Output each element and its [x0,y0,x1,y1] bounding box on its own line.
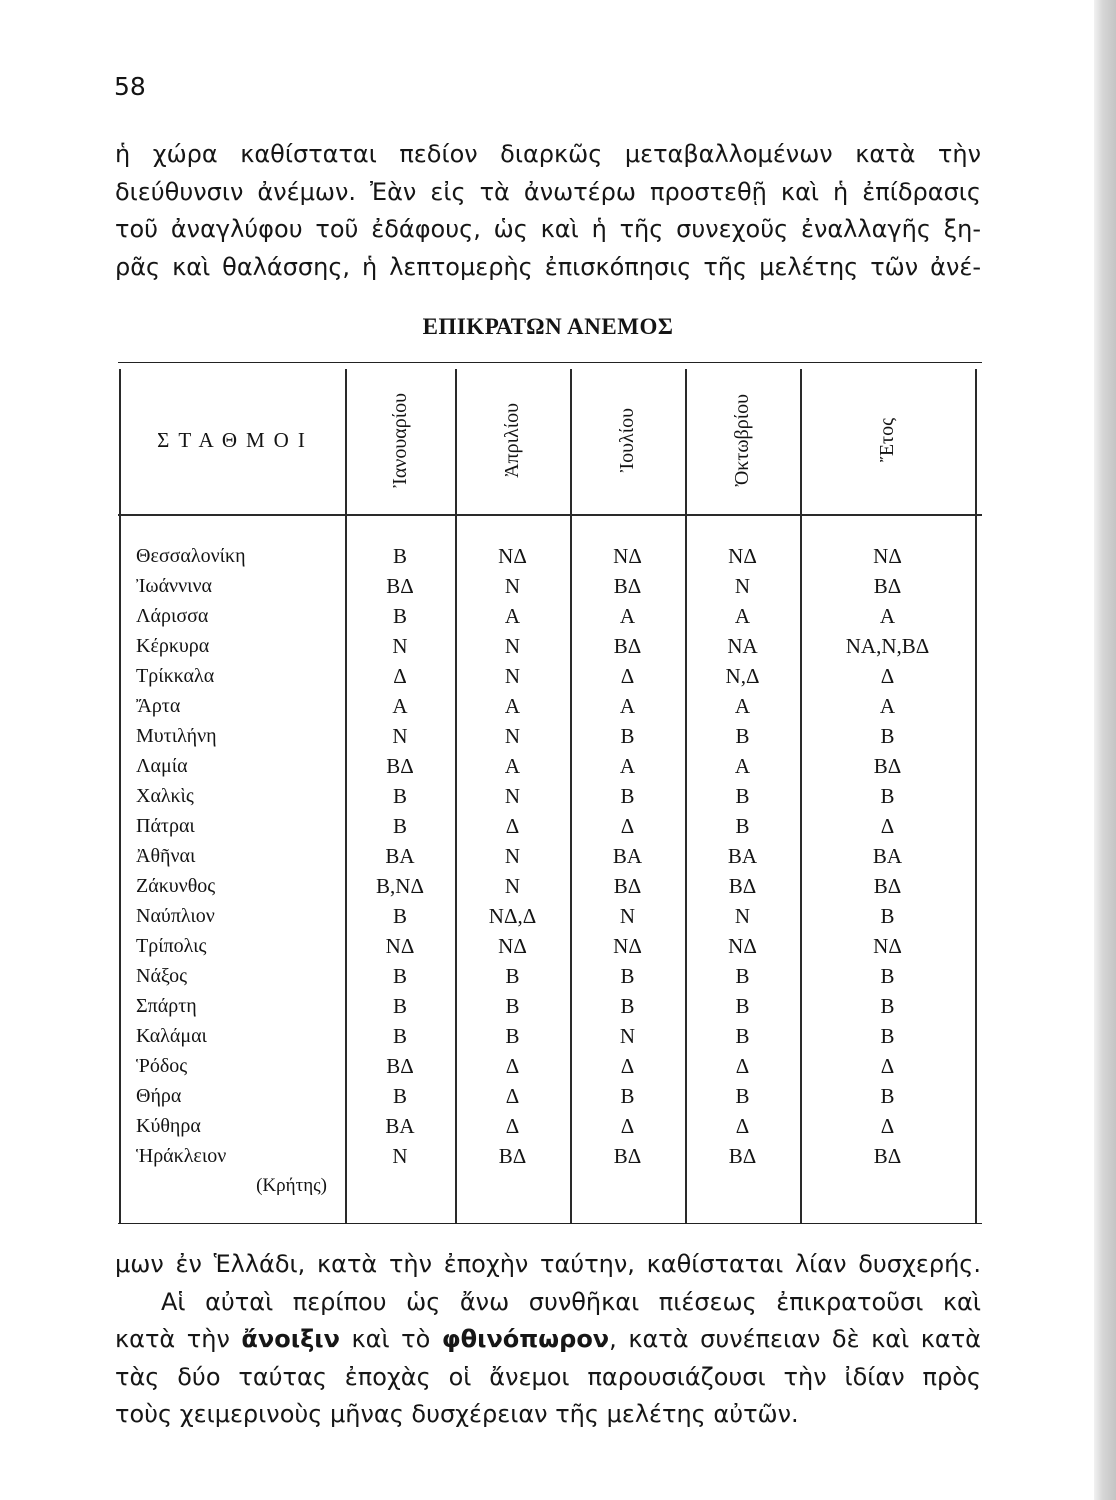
wind-april-value: Ν [504,664,521,688]
wind-january-value: Β [392,544,407,568]
wind-january-value: Β [392,904,407,928]
wind-october-value: ΝΔ [728,544,757,568]
text-line: μων ἐν Ἑλλάδι, κατὰ τὴν ἐποχὴν ταύτην, καθίσταται λίαν δυσχερής. [115,1250,981,1278]
text-line: ρᾶς καὶ θαλάσσης, ἡ λεπτομερὴς ἐπισκόπησις τῆς μελέτης τῶν ἀνέ- [115,252,981,281]
wind-year-value: Β [880,994,895,1018]
wind-july-value: Δ [620,1114,635,1138]
wind-year-value: Β [880,724,895,748]
wind-july-value: ΒΔ [613,574,642,598]
wind-january-value: ΒΔ [386,1054,414,1078]
table-rule [975,369,977,1223]
station-name: Τρίκκαλα [136,665,215,687]
header-separator [118,514,982,516]
wind-april-value: Α [504,754,521,778]
wind-october-value: ΒΔ [728,1144,757,1168]
station-name: Ἰωάννινα [136,575,213,597]
wind-october-value: Β [735,994,750,1018]
header-cell-october [685,367,800,513]
wind-july-value: Δ [620,814,635,838]
wind-october-value: ΒΑ [727,844,758,868]
wind-april-value: Δ [505,1114,520,1138]
wind-october-value: Β [735,1024,750,1048]
header-cell-stations [118,367,345,513]
wind-july-value: Α [619,604,636,628]
page-number: 58 [114,72,146,101]
text-line: τὰς δύο ταύτας ἐποχὰς οἱ ἄνεμοι παρουσιάζουσι τὴν ἰδίαν πρὸς [115,1362,981,1391]
station-name: Θεσσαλονίκη [136,545,246,567]
wind-year-value: Β [880,784,895,808]
paragraph-top [115,136,981,286]
station-name: Κύθηρα [136,1115,201,1137]
station-name: Θήρα [136,1085,182,1107]
wind-july-value: Β [620,724,635,748]
wind-year-value: Δ [880,664,895,688]
wind-april-value: Β [505,994,520,1018]
text-segment: καὶ τὸ [339,1325,442,1353]
wind-october-value: Β [735,814,750,838]
station-name: Πάτραι [136,815,195,837]
station-name: Χαλκὶς [136,785,194,807]
wind-table [118,362,982,1224]
wind-july-value: Β [620,1084,635,1108]
wind-april-value: Δ [505,1084,520,1108]
wind-january-value: Β [392,814,407,838]
wind-year-value: Δ [880,1054,895,1078]
wind-year-value: Β [880,1024,895,1048]
station-name: Κέρκυρα [136,635,210,657]
wind-july-value: ΒΔ [613,634,642,658]
wind-january-value: Ν [392,634,408,658]
wind-july-value: Ν [619,1024,636,1048]
table-header [118,367,975,513]
wind-year-value: Β [880,904,895,928]
wind-july-value: ΒΔ [613,874,642,898]
wind-april-value: Β [505,1024,520,1048]
table-title: ΕΠΙΚΡΑΤΩΝ ΑΝΕΜΟΣ [422,314,674,339]
wind-year-value: ΝΔ [873,544,902,568]
station-name: Ἡράκλειον [136,1145,227,1167]
text-segment: , κατὰ συνέπειαν δὲ καὶ κατὰ [609,1325,981,1353]
wind-year-value: Δ [880,814,895,838]
wind-january-value: Β [392,784,407,808]
wind-october-value: Α [734,754,751,778]
wind-october-value: ΒΔ [728,874,757,898]
wind-april-value: Β [505,964,520,988]
empty-cell [800,1171,975,1201]
empty-cell [570,1171,685,1201]
wind-april-value: ΝΔ [498,544,527,568]
wind-october-value: Β [735,724,750,748]
station-name: Ῥόδος [136,1055,188,1077]
wind-october-value: Ν [734,574,751,598]
wind-april-value: Ν [504,844,521,868]
wind-april-value: ΝΔ,Δ [488,904,537,928]
text-line: διεύθυνσιν ἀνέμων. Ἐὰν εἰς τὰ ἀνωτέρω προστεθῇ καὶ ἡ ἐπίδρασις [115,177,981,206]
october-header: Ὀκτωβρίου [731,393,753,487]
wind-april-value: Α [504,694,521,718]
wind-april-value: Δ [505,1054,520,1078]
station-note: (Κρήτης) [256,1175,327,1196]
wind-july-value: Δ [620,664,635,688]
wind-january-value: ΒΔ [386,754,414,778]
header-cell-july [570,367,685,513]
wind-year-value: ΝΔ [873,934,902,958]
wind-july-value: Α [619,754,636,778]
table-body [118,541,975,1201]
text-line: Αἱ αὐταὶ περίπου ὡς ἄνω συνθῆκαι πιέσεως ἐπικρατοῦσι καὶ [161,1287,981,1316]
wind-april-value: ΝΔ [498,934,527,958]
station-name: Ἄρτα [136,695,181,717]
wind-january-value: ΒΑ [385,844,415,868]
wind-january-value: ΒΔ [386,574,414,598]
header-cell-year [800,367,975,513]
bold-term-spring: ἄνοιξιν [241,1325,340,1353]
text-line: τοὺς χειμερινοὺς μῆνας δυσχέρειαν τῆς μελέτης αὐτῶν. [115,1400,799,1428]
wind-year-value: ΒΑ [872,844,903,868]
header-cell-january [345,367,455,513]
wind-year-value: ΒΔ [873,754,902,778]
wind-july-value: Β [620,994,635,1018]
wind-year-value: ΒΔ [873,1144,902,1168]
wind-year-value: Α [879,694,896,718]
wind-january-value: Β,ΝΔ [376,874,424,898]
bold-term-autumn: φθινόπωρον [441,1325,610,1353]
text-line: τοῦ ἀναγλύφου τοῦ ἐδάφους, ὡς καὶ ἡ τῆς συνεχοῦς ἐναλλαγῆς ξη- [115,215,981,243]
wind-january-value: Β [392,964,407,988]
wind-april-value: Δ [505,814,520,838]
wind-october-value: Α [734,694,751,718]
year-header: Ἔτος [876,417,898,463]
empty-cell [455,1171,570,1201]
empty-cell [345,1171,455,1201]
station-name: Καλάμαι [136,1025,207,1047]
wind-october-value: ΝΑ [727,634,758,658]
wind-april-value: Ν [504,724,521,748]
station-name: Λαμία [136,755,188,777]
wind-january-value: ΒΑ [385,1114,415,1138]
wind-january-value: Β [392,1024,407,1048]
wind-july-value: ΝΔ [613,934,642,958]
wind-year-value: ΒΔ [873,574,902,598]
wind-january-value: Β [392,994,407,1018]
wind-january-value: Ν [392,1144,408,1168]
wind-october-value: Β [735,1084,750,1108]
text-line [115,1321,981,1359]
wind-october-value: Δ [735,1114,750,1138]
station-name: Ἀθῆναι [136,845,196,867]
wind-october-value: Ν [734,904,751,928]
wind-january-value: Β [392,1084,407,1108]
scan-page-edge [1094,0,1116,1500]
april-header: Ἀπριλίου [501,402,523,478]
wind-april-value: Ν [504,634,521,658]
wind-year-value: Α [879,604,896,628]
wind-april-value: Α [504,604,521,628]
wind-july-value: Ν [619,904,636,928]
wind-october-value: Δ [735,1054,750,1078]
january-header: Ἰανουαρίου [388,392,411,488]
wind-year-value: Β [880,1084,895,1108]
wind-april-value: Ν [504,574,521,598]
wind-october-value: Α [734,604,751,628]
wind-april-value: Ν [504,874,521,898]
paragraph-bottom [115,1246,981,1434]
wind-october-value: Β [735,784,750,808]
wind-year-value: Β [880,964,895,988]
wind-july-value: Β [620,964,635,988]
text-line: ἡ χώρα καθίσταται πεδίον διαρκῶς μεταβαλλομένων κατὰ τὴν [115,140,981,168]
wind-january-value: Α [392,694,408,718]
wind-july-value: ΝΔ [613,544,642,568]
station-name: Ζάκυνθος [136,875,216,897]
stations-header: ΣΤΑΘΜΟΙ [157,427,314,452]
wind-year-value: ΝΑ,Ν,ΒΔ [845,634,930,658]
station-name: Σπάρτη [136,995,197,1017]
july-header: Ἰουλίου [616,407,638,473]
station-name: Λάρισσα [136,605,209,627]
wind-year-value: ΒΔ [873,874,902,898]
wind-july-value: Α [619,694,636,718]
wind-april-value: ΒΔ [498,1144,527,1168]
wind-october-value: ΝΔ [728,934,757,958]
wind-july-value: ΒΔ [613,1144,642,1168]
wind-april-value: Ν [504,784,521,808]
wind-july-value: Δ [620,1054,635,1078]
wind-january-value: Δ [393,664,407,688]
station-name: Μυτιλήνη [136,725,217,747]
wind-january-value: Β [392,604,407,628]
wind-january-value: ΝΔ [385,934,415,958]
station-name: Νάξος [136,965,188,987]
header-cell-april [455,367,570,513]
wind-july-value: Β [620,784,635,808]
empty-cell [685,1171,800,1201]
wind-october-value: Β [735,964,750,988]
wind-october-value: Ν,Δ [725,664,760,688]
station-name: Ναύπλιον [136,905,215,927]
text-segment: κατὰ τὴν [115,1325,242,1353]
wind-july-value: ΒΑ [612,844,643,868]
wind-year-value: Δ [880,1114,895,1138]
wind-january-value: Ν [392,724,408,748]
station-name: Τρίπολις [136,935,207,957]
